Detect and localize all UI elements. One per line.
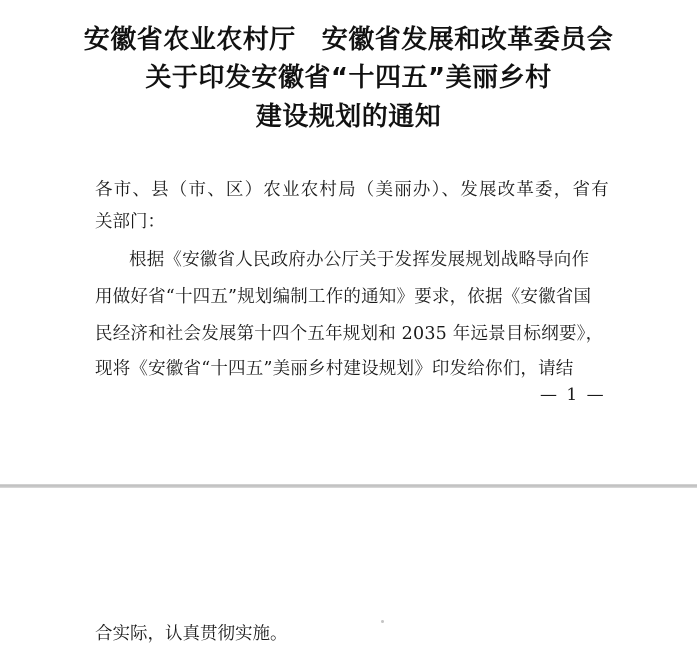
scan-speck xyxy=(381,620,384,623)
paragraph-line-2: 用做好省“十四五”规划编制工作的通知》要求，依据《安徽省国 xyxy=(95,287,592,307)
addressee-line-2: 关部门： xyxy=(95,212,165,232)
continuation-line: 合实际，认真贯彻实施。 xyxy=(95,624,288,644)
page-number: — 1 — xyxy=(540,385,606,405)
issuer-development-commission: 安徽省发展和改革委员会 xyxy=(321,25,614,55)
document-page-2 xyxy=(0,488,697,653)
paragraph-line-4: 现将《安徽省“十四五”美丽乡村建设规划》印发给你们，请结 xyxy=(95,359,574,379)
issuer-agriculture-department: 安徽省农业农村厅 xyxy=(83,25,296,55)
title-issuers xyxy=(0,23,697,57)
title-subject-line: 关于印发安徽省“十四五”美丽乡村 xyxy=(145,63,552,93)
paragraph-line-1: 根据《安徽省人民政府办公厅关于发挥发展规划战略导向作 xyxy=(129,250,590,270)
addressee-line-1: 各市、县（市、区）农业农村局（美丽办）、发展改革委，省有 xyxy=(95,180,610,200)
paragraph-line-3: 民经济和社会发展第十四个五年规划和 2035 年远景目标纲要》， xyxy=(95,324,604,344)
title-notice-line: 建设规划的通知 xyxy=(255,102,442,132)
